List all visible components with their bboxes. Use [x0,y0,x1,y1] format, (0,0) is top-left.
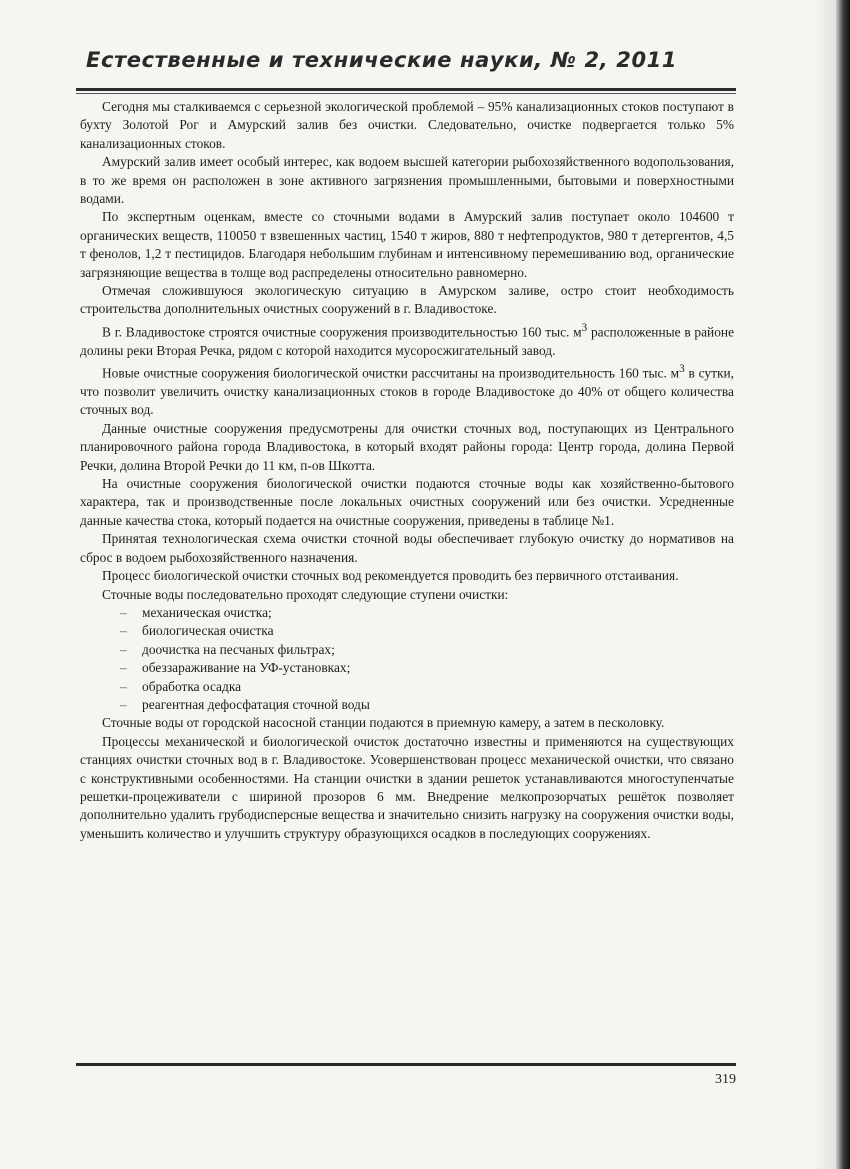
paragraph: Процесс биологической очистки сточных вод рекомендуется проводить без первичного отстаивания. [102,568,679,584]
new-facilities-text-after: в сутки, что позволит увеличить очистку канализационных стоков в городе Владивостоке до 40% от общего количества сточных вод. [80,365,734,418]
scan-edge [836,0,850,1169]
new-facilities-superscript: 3 [679,363,685,376]
list-marker: – [120,623,127,639]
list-item-text: обеззараживание на УФ-установках; [142,660,351,676]
list-item-text: обработка осадка [142,678,242,694]
list-marker: – [120,641,127,657]
list-item [120,604,734,622]
list-marker: – [120,660,127,676]
paragraph: По экспертным оценкам, вместе со сточными водами в Амурский залив поступает около 104600 т органических веществ, 110050 т взвешенных частиц, 1540 т жиров, 880 т нефтепродуктов, 980 т детергентов, 4,5 т фенолов, 1,2 т пестицидов. Благодаря небольшим глубинам и интенсивному перемешиванию вод, органические загрязняющие вещества в толще вод распределены относительно равномерно. [80,209,734,280]
paragraph-new-facilities [80,360,734,420]
new-facilities-text-before: Новые очистные сооружения биологической очистки рассчитаны на производительность 160 тыс. м [102,365,680,381]
list-marker: – [120,604,127,620]
paragraph: Процессы механической и биологической очисток достаточно известны и применяются на существующих станциях очистки сточных вод в г. Владивостоке. Усовершенствован процесс механической очистки, что связано с конструктивными особенностями. На станции очистки в здании решеток устанавливаются многоступенчатые решетки-процеживатели с шириной прозоров 6 мм. Внедрение мелкопрозорчатых решёток позволяет дополнительно удалить грубодисперсные вещества и значительно снизить нагрузку на сооружения очистки воды, уменьшить количество и улучшить структуру образующихся осадков в последующих сооружениях. [80,733,734,841]
list-marker: – [120,696,127,712]
header-rule [76,88,736,91]
paragraph: Данные очистные сооружения предусмотрены для очистки сточных вод, поступающих из Центрального планировочного района города Владивостока, в который входят районы города: Центр города, долина Первой Речки, долина Второй Речки до 11 км, п-ов Шкотта. [80,420,734,473]
treatment-stages-list [80,604,734,714]
list-item-text: доочистка на песчаных фильтрах; [142,641,335,657]
paragraph: Сегодня мы сталкиваемся с серьезной экологической проблемой – 95% канализационных стоков поступают в бухту Золотой Рог и Амурский залив без очистки. Следовательно, очистке подвергается только 5% канализационных стоков. [80,99,734,151]
list-item-text: биологическая очистка [142,623,274,639]
article-body [80,98,734,843]
footer-rule [76,1063,736,1066]
list-item [120,678,734,696]
page-number: 319 [715,1072,736,1087]
capacity-text-before: В г. Владивостоке строятся очистные сооружения производительностью 160 тыс. м [102,324,582,340]
paragraph-capacity [80,319,734,360]
paragraph: Сточные воды от городской насосной станции подаются в приемную камеру, а затем в песколовку. [102,715,665,731]
list-marker: – [120,678,127,694]
capacity-superscript: 3 [581,321,588,334]
capacity-text-after: расположенные в районе долины реки Вторая Речка, рядом с которой находится мусоросжигательный завод. [80,324,735,358]
paragraph: Амурский залив имеет особый интерес, как водоем высшей категории рыбохозяйственного водопользования, в то же время он расположен в зоне активного загрязнения промышленными, бытовыми и поверхностными водами. [80,154,734,207]
list-item [120,622,734,640]
header-rule-thin [76,93,736,94]
paragraph: Отмечая сложившуюся экологическую ситуацию в Амурском заливе, остро стоит необходимость строительства дополнительных очистных сооружений в г. Владивостоке. [80,283,734,317]
paragraph: На очистные сооружения биологической очистки подаются сточные воды как хозяйственно-бытового характера, так и производственные после локальных очистных сооружений или без очистки. Усредненные данные качества стока, который подается на очистные сооружения, приведены в таблице №1. [80,476,734,528]
journal-header: Естественные и технические науки, № 2, 2011 [86,48,678,72]
list-item [120,641,734,659]
paragraph: Принятая технологическая схема очистки сточной воды обеспечивает глубокую очистку до нормативов на сброс в водоем рыбохозяйственного назначения. [80,531,734,565]
paragraph: Сточные воды последовательно проходят следующие ступени очистки: [102,586,509,602]
list-item [120,696,734,714]
list-item [120,659,734,677]
list-item-text: реагентная дефосфатация сточной воды [142,696,370,712]
list-item-text: механическая очистка; [142,604,272,620]
scan-shadow [814,0,836,1169]
